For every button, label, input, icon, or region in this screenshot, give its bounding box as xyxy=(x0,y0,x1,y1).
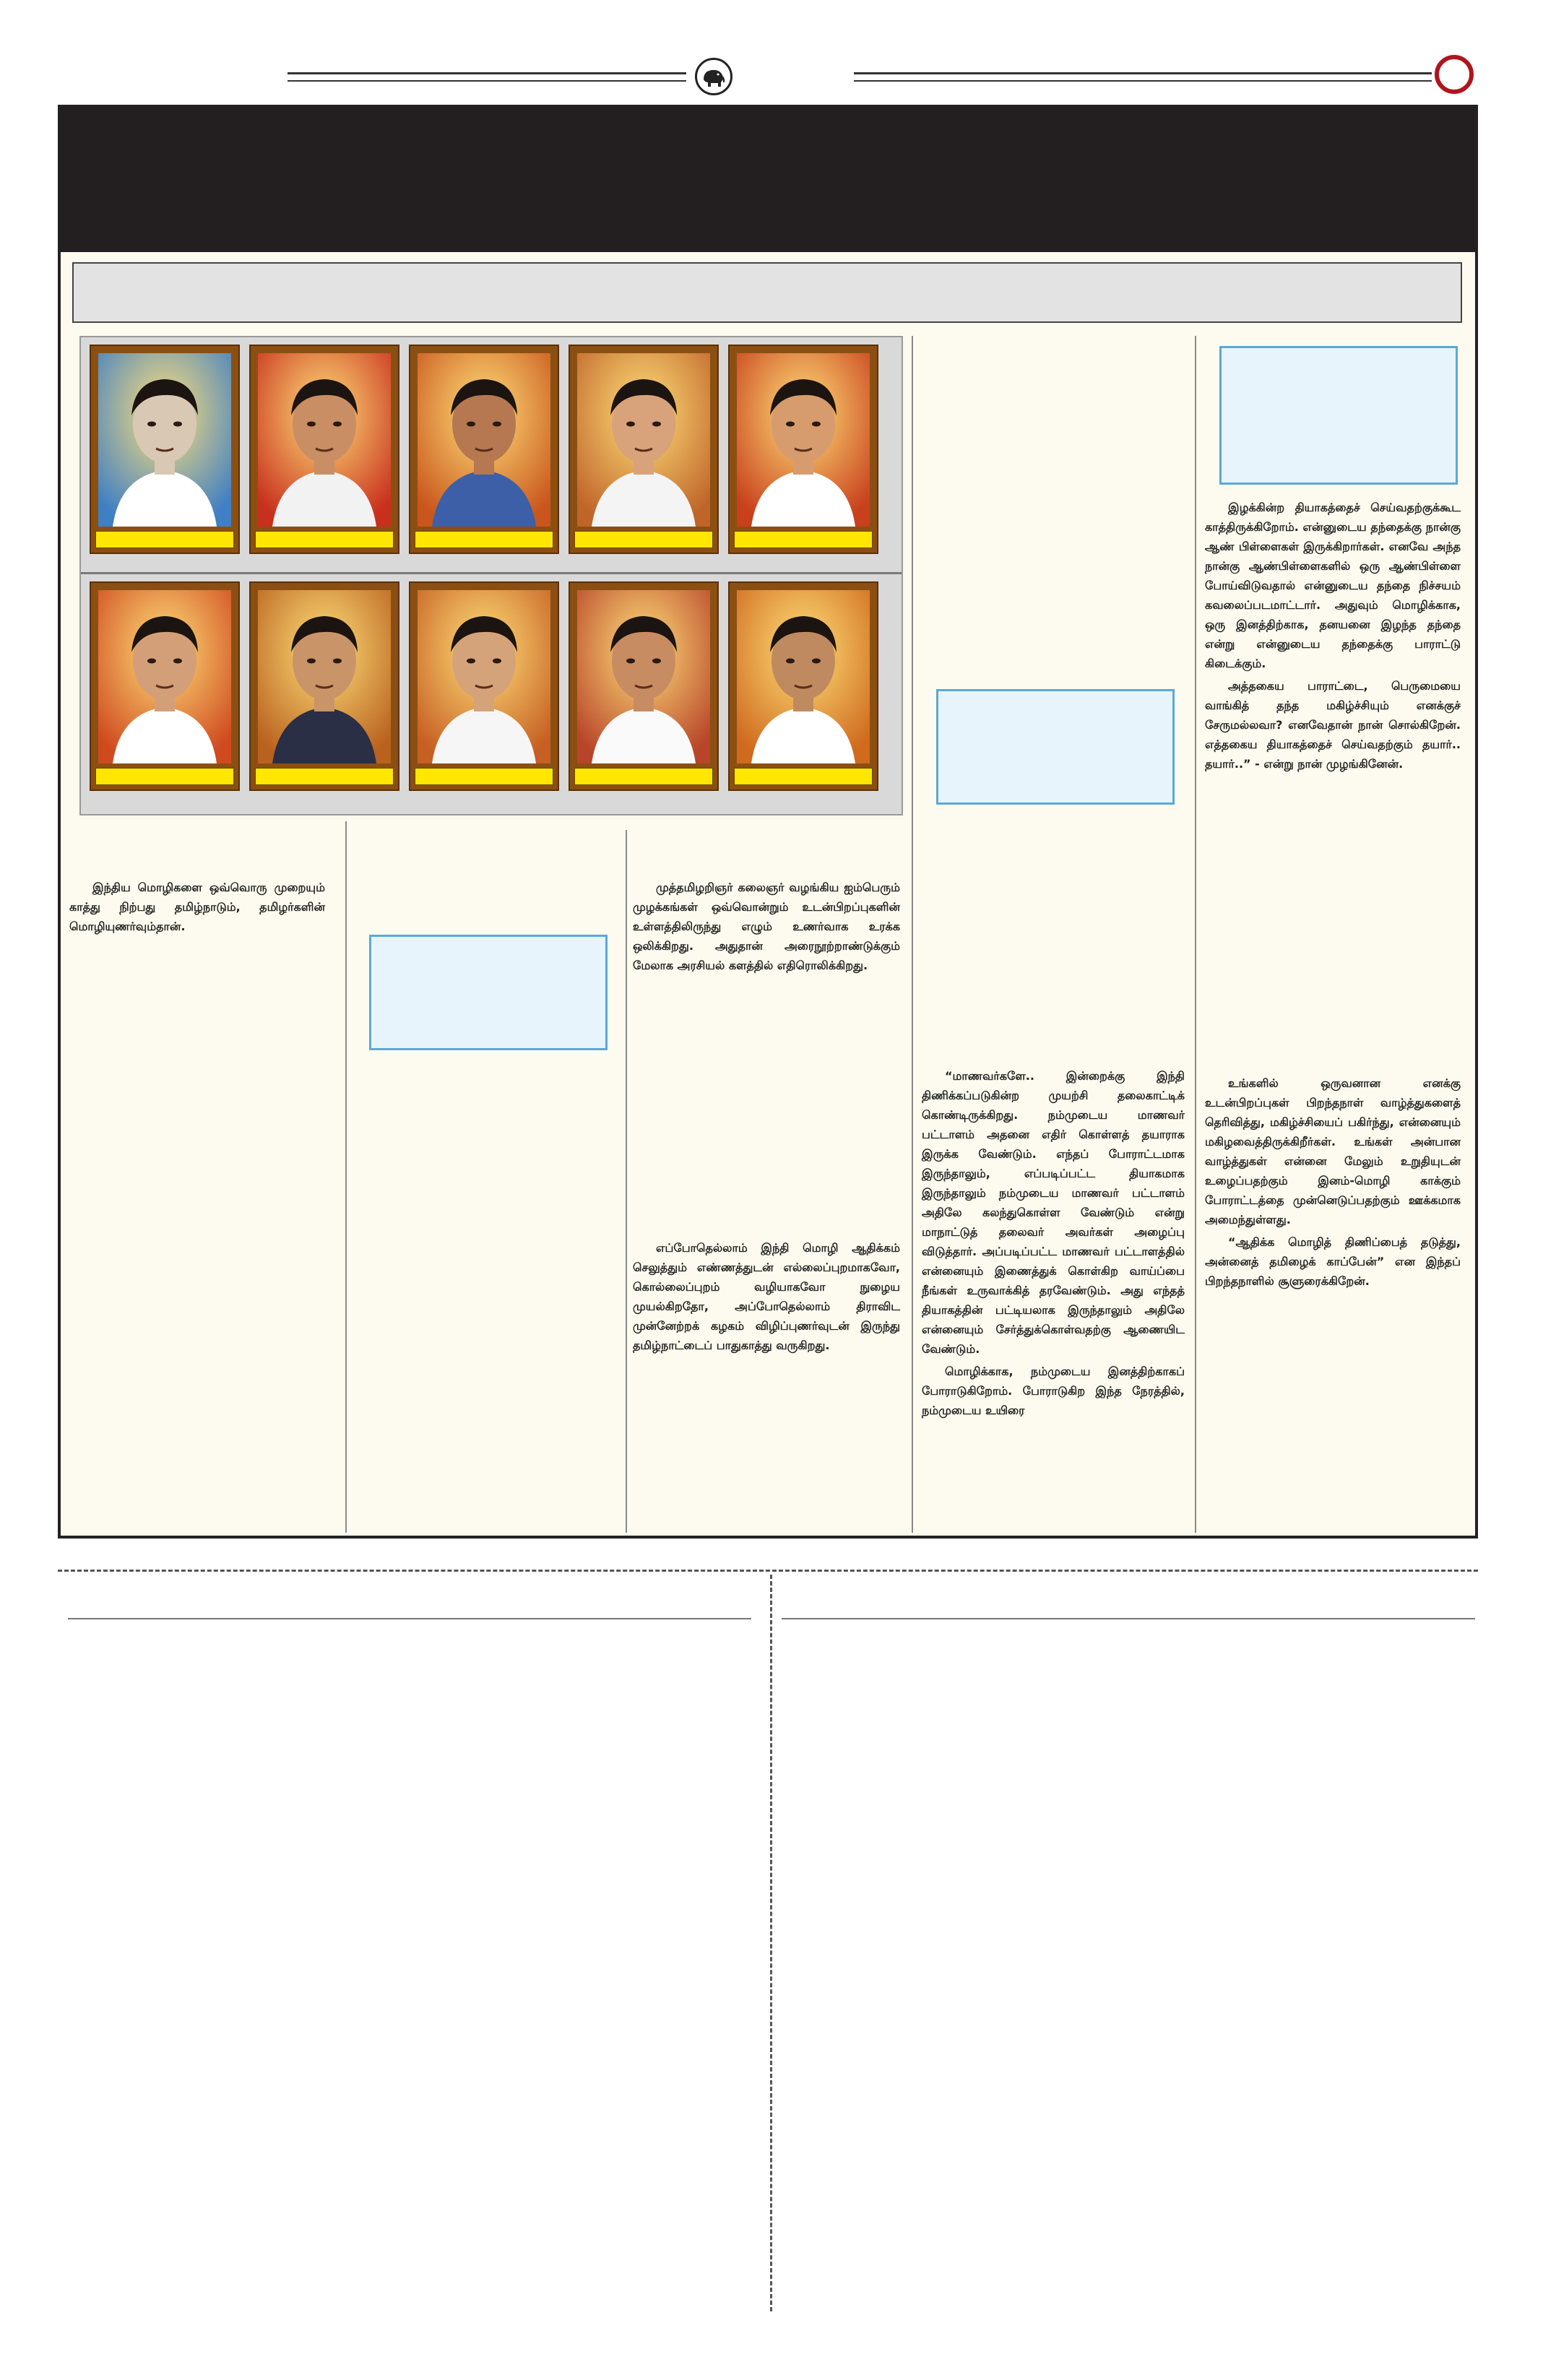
martyr-portrait xyxy=(90,581,240,791)
body-paragraph: இந்திய மொழிகளை ஒவ்வொரு முறையும் காத்து நிற்பது தமிழ்நாடும், தமிழர்களின் மொழியுணர்வும்தான். xyxy=(69,880,325,933)
body-paragraph: எப்போதெல்லாம் இந்தி மொழி ஆதிக்கம் செலுத்தும் எண்ணத்துடன் எல்லைப்புறமாகவோ, கொல்லைப்புறம் வழியாகவோ நுழைய முயல்கிறதோ, அப்போதெல்லாம் திராவிட முன்னேற்றக் கழகம் விழிப்புணர்வுடன் இருந்து தமிழ்நாட்டைப் பாதுகாத்து வருகிறது. xyxy=(633,1241,900,1352)
article-column-5 xyxy=(1205,498,1461,776)
article-column-4 xyxy=(922,1066,1185,1423)
martyr-portrait xyxy=(409,581,559,791)
portrait-name-label xyxy=(95,531,234,548)
portrait-name-label xyxy=(415,531,553,548)
portrait-image xyxy=(418,590,550,763)
headline-band xyxy=(61,108,1475,252)
portrait-image xyxy=(577,590,710,763)
body-paragraph: “மாணவர்களே.. இன்றைக்கு இந்தி திணிக்கப்படுகின்ற முயற்சி தலைகாட்டிக் கொண்டிருக்கிறது. நம்முடைய மாணவர் பட்டாளம் அதனை எதிர் கொள்ளத் தயாராக இருக்க வேண்டும். எந்தப் போராட்டமாக இருந்தாலும், எப்படிப்பட்ட தியாகமாக இருந்தாலும் நம்முடைய மாணவர் பட்டாளம் அதிலே கலந்துகொள்ள வேண்டும் என்று மாநாட்டுத் தலைவர் அவர்கள் அழைப்பு விடுத்தார். அப்படிப்பட்ட மாணவர் பட்டாளத்தில் என்னையும் இணைத்துக் கொள்கிற வாய்ப்பை நீங்கள் உருவாக்கித் தரவேண்டும். அது எந்தத் தியாகத்தின் பட்டியலாக இருந்தாலும் அதிலே என்னையும் சேர்த்துக்கொள்வதற்கு ஆணையிட வேண்டும். xyxy=(922,1069,1185,1356)
martyr-portrait xyxy=(728,345,878,554)
portrait-row-1 xyxy=(90,345,894,568)
article-frame xyxy=(58,105,1478,1539)
martyrs-photo-board xyxy=(79,336,903,815)
body-paragraph: அத்தகைய பாராட்டை, பெருமையை வாங்கித் தந்த மகிழ்ச்சியும் எனக்குச் சேருமல்லவா? எனவேதான் நான் சொல்கிறேன். எத்தகைய தியாகத்தைச் செய்வதற்கும் தயார்.. தயார்..” - என்று நான் முழங்கினேன். xyxy=(1205,679,1461,771)
portrait-name-label xyxy=(255,531,394,548)
article-column-3 xyxy=(633,878,900,978)
pull-quote-box xyxy=(936,689,1175,805)
lower-right-rule xyxy=(782,1618,1475,1619)
portrait-image xyxy=(737,353,870,527)
martyr-portrait xyxy=(249,581,399,791)
article-column-3-continued xyxy=(633,1238,900,1358)
pull-quote-box xyxy=(1219,346,1458,485)
column-rule xyxy=(345,821,347,1533)
lower-left-rule xyxy=(68,1618,751,1619)
elephant-emblem-icon xyxy=(695,58,732,95)
pull-quote-box xyxy=(369,935,608,1050)
portrait-image xyxy=(418,353,550,527)
body-paragraph: உங்களில் ஒருவனான எனக்கு உடன்பிறப்புகள் பிறந்தநாள் வாழ்த்துகளைத் தெரிவித்து, மகிழ்ச்சியைப் பகிர்ந்து, என்னையும் மகிழவைத்திருக்கிறீர்கள். உங்கள் அன்பான வாழ்த்துகள் என்னை மேலும் உறுதியுடன் உழைப்பதற்கும் இனம்-மொழி காக்கும் போராட்டத்தை முன்னெடுப்பதற்கும் ஊக்கமாக அமைந்துள்ளது. xyxy=(1205,1076,1461,1226)
subheadline-band xyxy=(72,262,1462,323)
section-divider-dashed xyxy=(58,1570,1478,1572)
portrait-image xyxy=(98,353,231,527)
portrait-name-label xyxy=(95,768,234,785)
body-paragraph: மொழிக்காக, நம்முடைய இனத்திற்காகப் போராடுகிறோம். போராடுகிற இந்த நேரத்தில், நம்முடைய உயிரை xyxy=(922,1364,1185,1417)
page-number-circle xyxy=(1435,55,1474,94)
body-paragraph: இழக்கின்ற தியாகத்தைச் செய்வதற்குக்கூட காத்திருக்கிறோம். என்னுடைய தந்தைக்கு நான்கு ஆண் பிள்ளைகள் இருக்கிறார்கள். எனவே அந்த நான்கு ஆண்பிள்ளைகளில் ஒரு ஆண்பிள்ளை போய்விடுவதால் என்னுடைய தந்தை நிச்சயம் கவலைப்படமாட்டார். அதுவும் மொழிக்காக, ஒரு இனத்திற்காக, தனயனை இழந்த தந்தை என்று என்னுடைய தந்தைக்கு பாராட்டு கிடைக்கும். xyxy=(1205,501,1461,670)
martyr-portrait xyxy=(728,581,878,791)
masthead-rule-right xyxy=(854,72,1432,82)
portrait-row-2 xyxy=(90,581,894,805)
article-column-1 xyxy=(69,878,325,939)
body-paragraph: முத்தமிழறிஞர் கலைஞர் வழங்கிய ஐம்பெரும் முழக்கங்கள் ஒவ்வொன்றும் உடன்பிறப்புகளின் உள்ளத்திலிருந்து எழும் உணர்வாக உரக்க ஒலிக்கிறது. அதுதான் அரைநூற்றாண்டுக்கும் மேலாக அரசியல் களத்தில் எதிரொலிக்கிறது. xyxy=(633,880,900,972)
portrait-image xyxy=(737,590,870,763)
article-column-5-continued xyxy=(1205,1073,1461,1294)
martyr-portrait xyxy=(249,345,399,554)
column-rule xyxy=(1195,336,1196,1533)
portrait-image xyxy=(577,353,710,527)
photo-row-divider xyxy=(81,572,902,574)
martyr-portrait xyxy=(569,345,719,554)
portrait-name-label xyxy=(574,531,713,548)
column-divider-dashed xyxy=(770,1575,772,2311)
portrait-name-label xyxy=(734,768,873,785)
martyr-portrait xyxy=(409,345,559,554)
masthead-rule-left xyxy=(288,72,686,82)
column-rule xyxy=(626,830,627,1533)
martyr-portrait xyxy=(569,581,719,791)
portrait-image xyxy=(258,353,391,527)
portrait-name-label xyxy=(415,768,553,785)
portrait-name-label xyxy=(574,768,713,785)
column-rule xyxy=(912,336,913,1533)
portrait-image xyxy=(258,590,391,763)
portrait-name-label xyxy=(255,768,394,785)
martyr-portrait xyxy=(90,345,240,554)
portrait-name-label xyxy=(734,531,873,548)
body-paragraph: “ஆதிக்க மொழித் திணிப்பைத் தடுத்து, அன்னைத் தமிழைக் காப்பேன்” என இந்தப் பிறந்தநாளில் சூளுரைக்கிறேன். xyxy=(1205,1235,1461,1288)
portrait-image xyxy=(98,590,231,763)
